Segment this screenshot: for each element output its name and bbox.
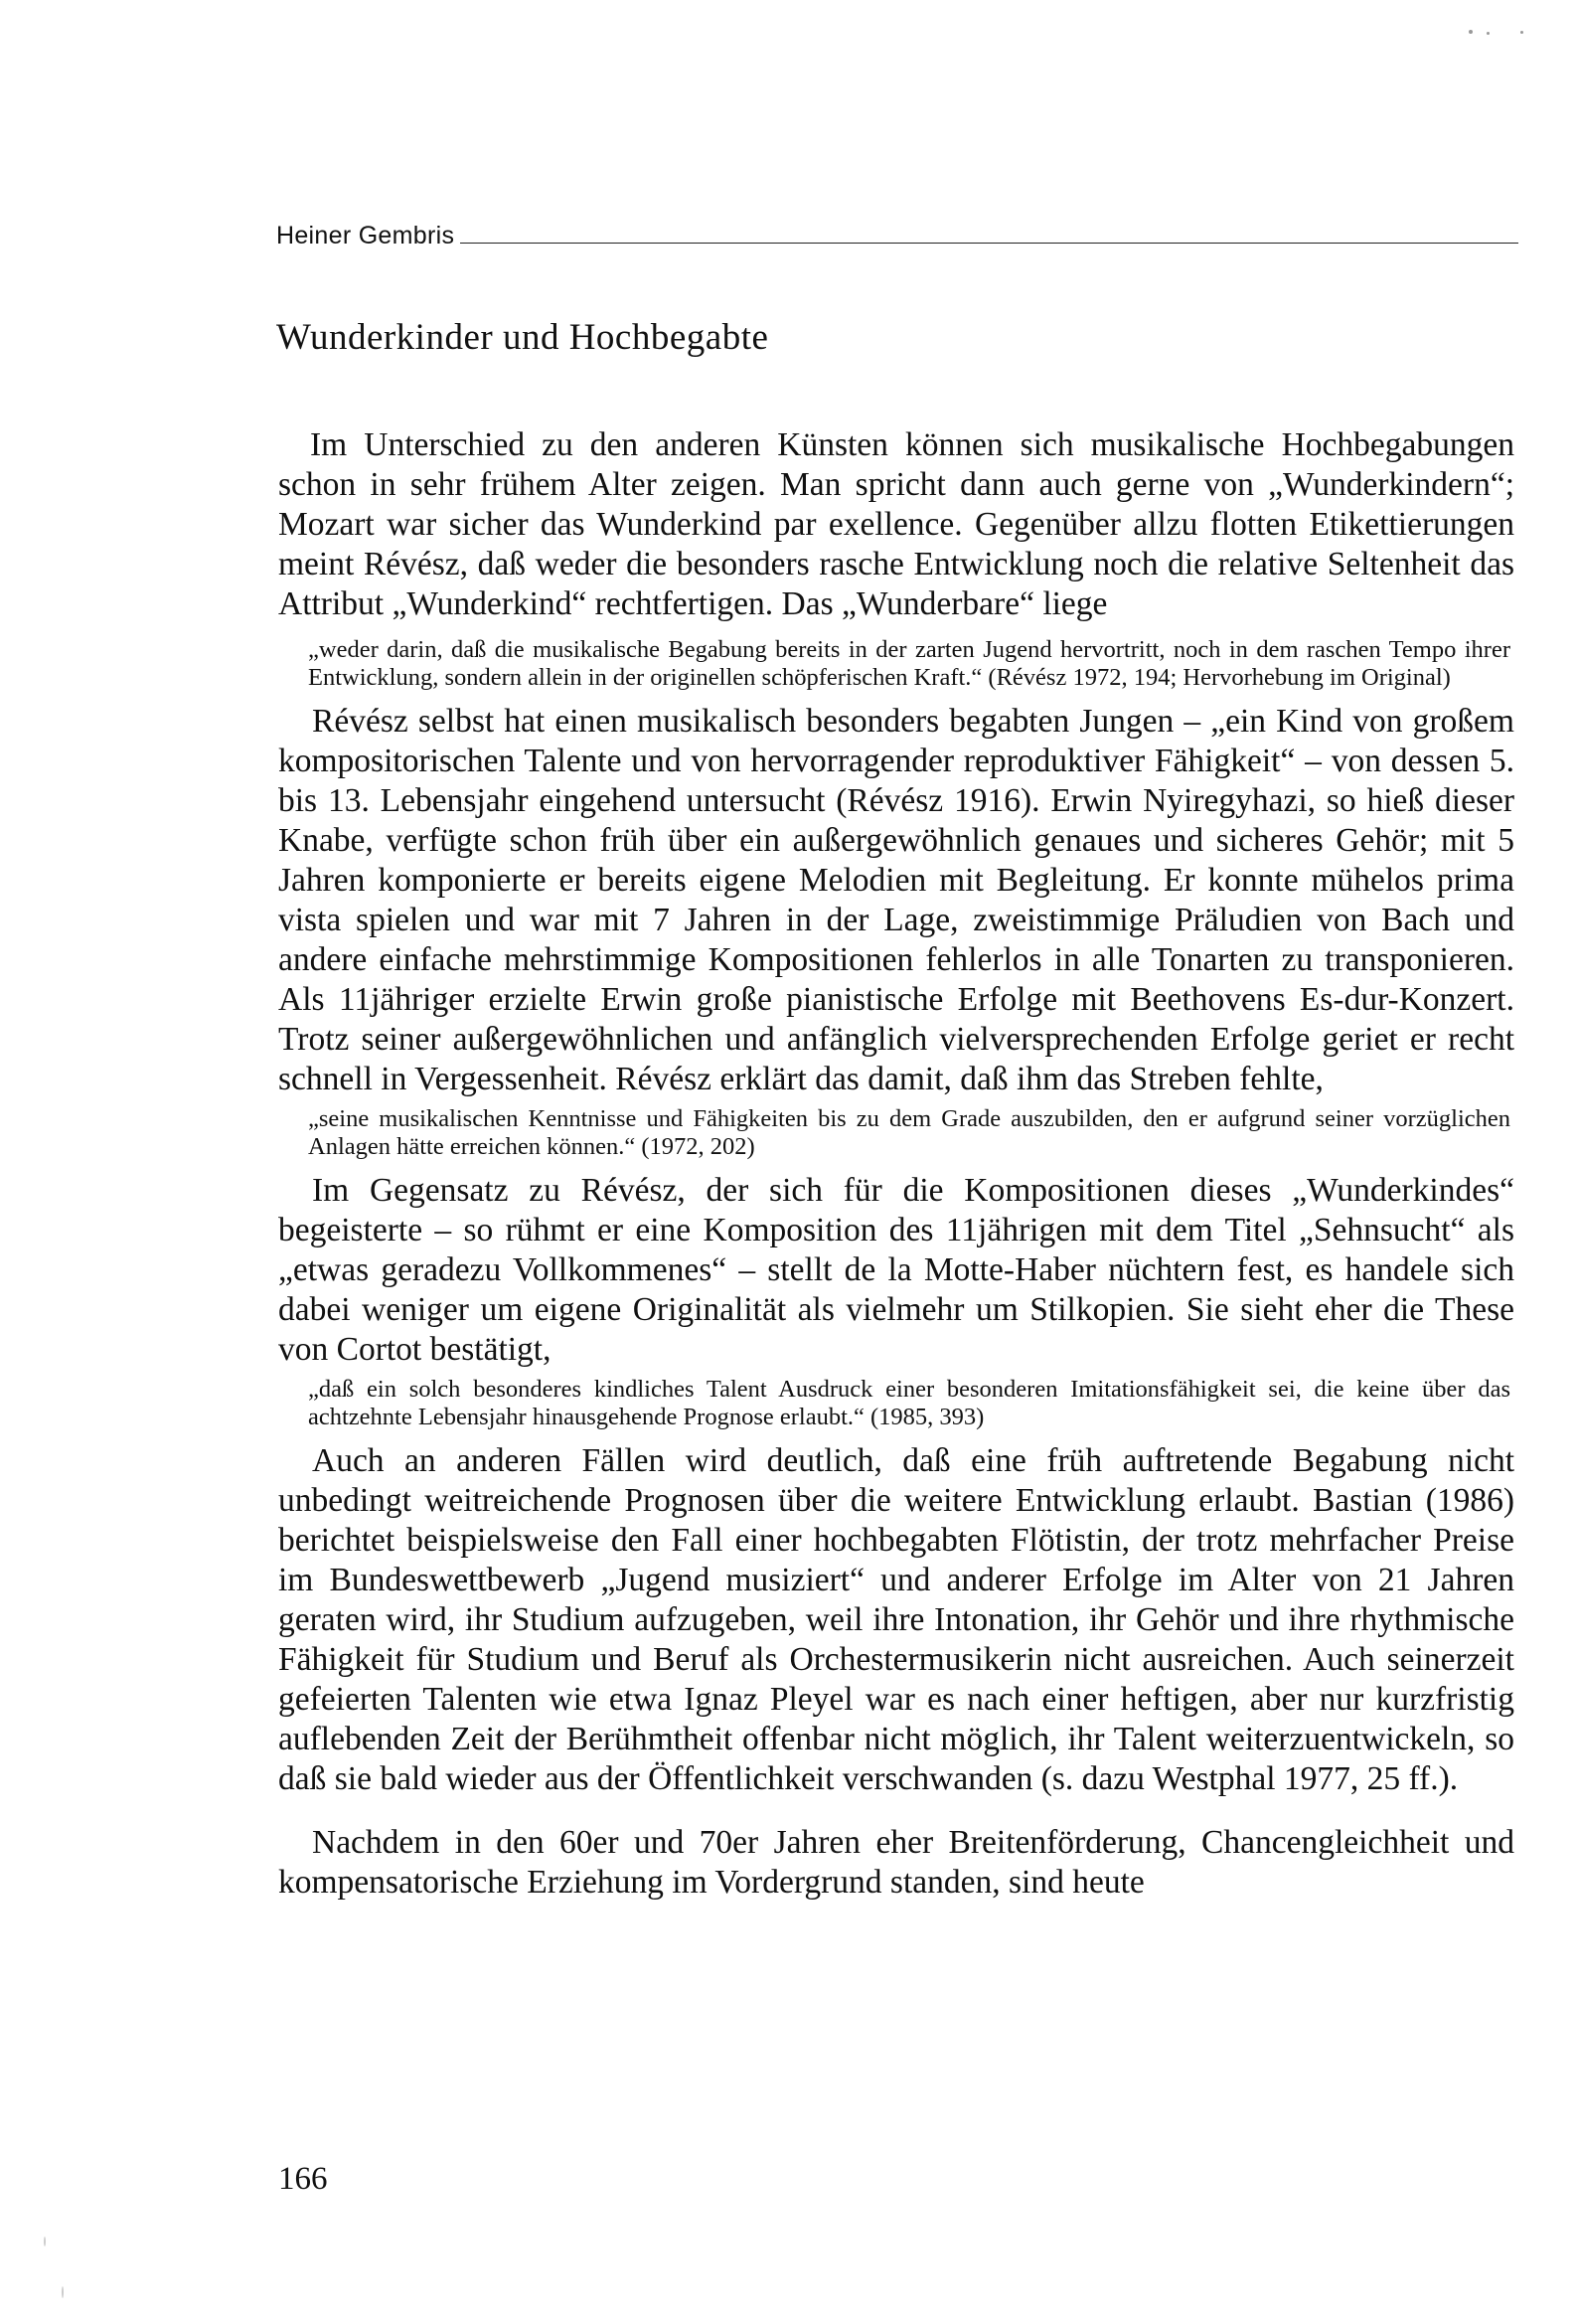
- paragraph-4: Auch an anderen Fällen wird deutlich, daß eine früh auftretende Begabung nicht unbedingt weitreichende Prognosen über die weitere Entwicklung erlaubt. Bastian (1986) berichtet beispielsweise den Fall einer hochbegabten Flötistin, der trotz mehrfacher Preise im Bundeswettbewerb „Jugend musiziert“ und anderer Erfolge im Alter von 21 Jahren geraten wird, ihr Studium aufzugeben, weil ihre Intonation, ihr Gehör und ihre rhythmische Fähigkeit für Studium und Beruf als Orchestermusikerin nicht ausreichen. Auch seinerzeit gefeierten Talenten wie etwa Ignaz Pleyel war es nach einer heftigen, aber nur kurzfristig auflebenden Zeit der Berühmtheit offenbar nicht möglich, ihr Talent weiterzuentwickeln, so daß sie bald wieder aus der Öffentlichkeit verschwanden (s. dazu Westphal 1977, 25 ff.).: [278, 1442, 1514, 1797]
- paragraph-2: Révész selbst hat einen musikalisch besonders begabten Jungen – „ein Kind von großem kompositorischen Talente und von hervorragender reproduktiver Fähigkeit“ – von dessen 5. bis 13. Lebensjahr eingehend untersucht (Révész 1916). Erwin Nyiregyhazi, so hieß dieser Knabe, verfügte schon früh über ein außergewöhnlich genaues und sicheres Gehör; mit 5 Jahren komponierte er bereits eigene Melodien mit Begleitung. Er konnte mühelos prima vista spielen und war mit 7 Jahren in der Lage, zweistimmige Präludien von Bach und andere einfache mehrstimmige Kompositionen fehlerlos in alle Tonarten zu transponieren. Als 11jähriger erzielte Erwin große pianistische Erfolge mit Beethovens Es-dur-Konzert. Trotz seiner außergewöhnlichen und anfänglich vielversprechenden Erfolge geriet er recht schnell in Vergessenheit. Révész erklärt das damit, daß ihm das Streben fehlte,: [278, 703, 1514, 1097]
- block-quote-3: „daß ein solch besonderes kindliches Talent Ausdruck einer besonderen Imitationsfähigkeit sei, die keine über das achtzehnte Lebensjahr hinausgehende Prognose erlaubt.“ (1985, 393): [308, 1376, 1510, 1430]
- page-number: 166: [278, 2161, 328, 2197]
- scan-speck: [1469, 30, 1473, 34]
- scan-speck: [1520, 31, 1523, 34]
- header-rule: [460, 243, 1518, 244]
- scan-speck: [1487, 32, 1490, 35]
- chapter-title: Wunderkinder und Hochbegabte: [276, 317, 769, 358]
- paragraph-5: Nachdem in den 60er und 70er Jahren eher Breitenförderung, Chancengleichheit und kompensatorische Erziehung im Vordergrund standen, sind heute: [278, 1824, 1514, 1901]
- paragraph-1: Im Unterschied zu den anderen Künsten können sich musikalische Hochbegabungen schon in sehr frühem Alter zeigen. Man spricht dann auch gerne von „Wunderkindern“; Mozart war sicher das Wunderkind par exellence. Gegenüber allzu flotten Etikettierungen meint Révész, daß weder die besonders rasche Entwicklung noch die relative Seltenheit das Attribut „Wunderkind“ rechtfertigen. Das „Wunderbare“ liege: [278, 426, 1514, 622]
- scan-speck: [62, 2286, 64, 2298]
- running-header: [276, 221, 1518, 250]
- block-quote-1: „weder darin, daß die musikalische Begabung bereits in der zarten Jugend hervortritt, noch in dem raschen Tempo ihrer Entwicklung, sondern allein in der originellen schöpferischen Kraft.“ (Révész 1972, 194; Hervorhebung im Original): [308, 636, 1510, 691]
- scan-speck: [44, 2237, 46, 2246]
- paragraph-3: Im Gegensatz zu Révész, der sich für die Kompositionen dieses „Wunderkindes“ begeisterte – so rühmt er eine Komposition des 11jährigen mit dem Titel „Sehnsucht“ als „etwas geradezu Vollkommenes“ – stellt de la Motte-Haber nüchtern fest, es handele sich dabei weniger um eigene Originalität als vielmehr um Stilkopien. Sie sieht eher die These von Cortot bestätigt,: [278, 1172, 1514, 1368]
- header-author: Heiner Gembris: [276, 222, 455, 249]
- block-quote-2: „seine musikalischen Kenntnisse und Fähigkeiten bis zu dem Grade auszubilden, den er aufgrund seiner vorzüglichen Anlagen hätte erreichen können.“ (1972, 202): [308, 1105, 1510, 1160]
- body-text: [278, 425, 1514, 1903]
